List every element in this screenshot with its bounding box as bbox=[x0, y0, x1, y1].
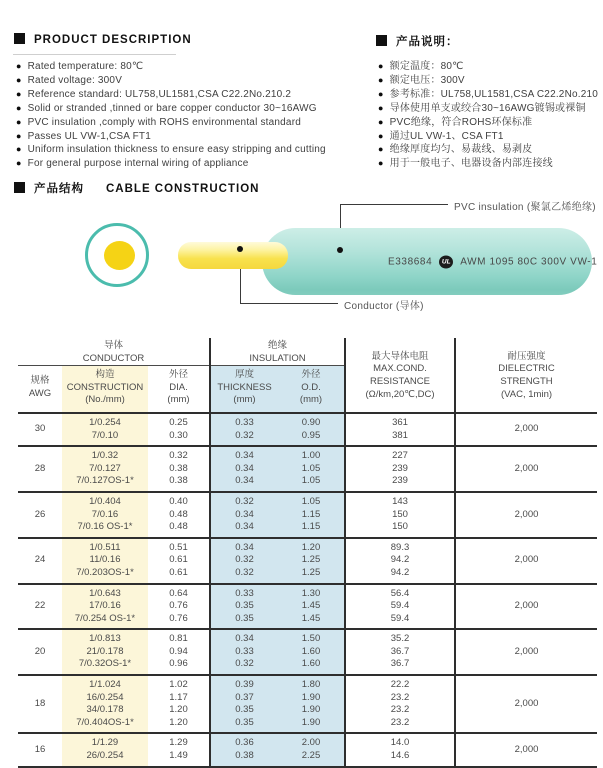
list-item: ● 用于一般电子、电器设备内部连接线 bbox=[378, 158, 553, 170]
list-item: ● 通过UL VW-1、CSA FT1 bbox=[378, 130, 504, 142]
bullet-icon: ● bbox=[16, 158, 22, 169]
bullet-icon: ● bbox=[16, 144, 22, 155]
title-underline bbox=[13, 54, 176, 55]
cell-od: 1.30 1.45 1.45 bbox=[278, 584, 345, 630]
list-item: ● Uniform insulation thickness to ensure easy stripping and cutting bbox=[16, 144, 326, 156]
cell-resistance: 227 239 239 bbox=[345, 446, 455, 492]
bullet-icon: ● bbox=[378, 102, 384, 113]
table-row bbox=[18, 446, 597, 492]
list-item: ● Passes UL VW-1,CSA FT1 bbox=[16, 130, 151, 142]
group-header-insulation: 绝缘 INSULATION bbox=[210, 338, 345, 366]
cell-construction: 1/0.643 17/0.16 7/0.254 OS-1* bbox=[62, 584, 148, 630]
cable-cross-section bbox=[85, 223, 149, 287]
cable-insulation-body bbox=[262, 228, 598, 295]
cell-resistance: 56.4 59.4 59.4 bbox=[345, 584, 455, 630]
bullet-icon: ● bbox=[16, 116, 22, 127]
cell-dia: 0.51 0.61 0.61 bbox=[169, 541, 188, 578]
cell-resistance: 89.3 94.2 94.2 bbox=[345, 538, 455, 584]
product-description-title: PRODUCT DESCRIPTION bbox=[14, 33, 192, 46]
list-item: ● Solid or stranded ,tinned or bare copper conductor 30~16AWG bbox=[16, 102, 317, 114]
cell-thickness: 0.39 0.37 0.35 0.35 bbox=[210, 675, 278, 733]
insulation-leader-dot bbox=[337, 247, 343, 253]
cell-awg: 26 bbox=[34, 508, 46, 520]
table-row bbox=[18, 584, 597, 630]
table-row bbox=[18, 675, 597, 733]
conductor-leader-dot bbox=[237, 246, 243, 252]
list-item: ● PVC insulation ,comply with ROHS environmental standard bbox=[16, 116, 301, 128]
section-square-icon bbox=[14, 33, 25, 44]
cable-construction-title: 产品结构 CABLE CONSTRUCTION bbox=[14, 180, 259, 196]
table-row bbox=[18, 492, 597, 538]
list-item: ● Rated temperature: 80℃ bbox=[16, 61, 144, 72]
cell-dielectric: 2,000 bbox=[455, 733, 597, 766]
column-header-construction: 构造 CONSTRUCTION (No./mm) bbox=[62, 366, 148, 413]
cell-resistance: 361 381 bbox=[345, 413, 455, 446]
cell-dia: 0.32 0.38 0.38 bbox=[169, 450, 188, 487]
cell-dia: 0.81 0.94 0.96 bbox=[169, 633, 188, 670]
cell-construction: 1/1.024 16/0.254 34/0.178 7/0.404OS-1* bbox=[62, 675, 148, 733]
cell-od: 1.05 1.15 1.15 bbox=[278, 492, 345, 538]
cell-dia: 1.02 1.17 1.20 1.20 bbox=[169, 679, 188, 728]
cell-resistance: 143 150 150 bbox=[345, 492, 455, 538]
spec-table bbox=[18, 338, 597, 768]
cell-dielectric: 2,000 bbox=[455, 629, 597, 675]
column-header-od: 外径 O.D. (mm) bbox=[278, 366, 345, 413]
cable-print-rating: AWM 1095 80C 300V VW-1 bbox=[460, 256, 598, 267]
spec-table-header bbox=[18, 338, 597, 413]
list-item: ● 导体使用单支或绞合30~16AWG镀锡或裸铜 bbox=[378, 102, 586, 114]
cell-dia: 0.25 0.30 bbox=[169, 416, 188, 441]
list-item: ● Rated voltage: 300V bbox=[16, 74, 123, 86]
section-square-icon bbox=[376, 35, 387, 46]
column-header-dia: 外径 DIA. (mm) bbox=[167, 369, 190, 406]
cell-od: 1.80 1.90 1.90 1.90 bbox=[278, 675, 345, 733]
table-row bbox=[18, 733, 597, 766]
cell-od: 1.50 1.60 1.60 bbox=[278, 629, 345, 675]
cell-construction: 1/0.404 7/0.16 7/0.16 OS-1* bbox=[62, 492, 148, 538]
list-item: ● 参考标准：UL758,UL1581,CSA C22.2No.210 bbox=[378, 88, 599, 100]
cell-resistance: 35.2 36.7 36.7 bbox=[345, 629, 455, 675]
cell-awg: 20 bbox=[34, 645, 46, 657]
column-header-thickness: 厚度 THICKNESS (mm) bbox=[210, 366, 278, 413]
cell-awg: 30 bbox=[34, 423, 46, 435]
cell-thickness: 0.32 0.34 0.34 bbox=[210, 492, 278, 538]
group-header-conductor: 导体 CONDUCTOR bbox=[18, 338, 210, 366]
cell-construction: 1/0.254 7/0.10 bbox=[62, 413, 148, 446]
cell-awg: 16 bbox=[34, 743, 46, 755]
column-header-awg: 规格 AWG bbox=[28, 375, 52, 400]
column-header-dielectric: 耐压强度 DIELECTRIC STRENGTH (VAC, 1min) bbox=[455, 338, 597, 413]
cell-awg: 18 bbox=[34, 697, 46, 709]
cell-dielectric: 2,000 bbox=[455, 675, 597, 733]
cell-thickness: 0.34 0.33 0.32 bbox=[210, 629, 278, 675]
cell-dia: 1.29 1.49 bbox=[169, 737, 188, 762]
conductor-label: Conductor (导体) bbox=[344, 301, 424, 312]
insulation-leader-line bbox=[340, 204, 448, 205]
bullet-icon: ● bbox=[378, 74, 384, 85]
cell-thickness: 0.36 0.38 bbox=[210, 733, 278, 766]
cell-awg: 22 bbox=[34, 600, 46, 612]
bullet-icon: ● bbox=[16, 130, 22, 141]
bullet-icon: ● bbox=[16, 88, 22, 99]
cell-od: 2.00 2.25 bbox=[278, 733, 345, 766]
table-row bbox=[18, 629, 597, 675]
bullet-icon: ● bbox=[378, 61, 384, 71]
cell-thickness: 0.33 0.32 bbox=[210, 413, 278, 446]
conductor-leader-line bbox=[240, 303, 338, 304]
product-description-cn-title: 产品说明： bbox=[376, 33, 459, 49]
cable-print-ul-number: E338684 bbox=[388, 256, 433, 267]
bullet-icon: ● bbox=[378, 158, 384, 169]
cell-dielectric: 2,000 bbox=[455, 492, 597, 538]
cell-dielectric: 2,000 bbox=[455, 538, 597, 584]
cell-resistance: 22.2 23.2 23.2 23.2 bbox=[345, 675, 455, 733]
cell-thickness: 0.34 0.34 0.34 bbox=[210, 446, 278, 492]
table-row bbox=[18, 413, 597, 446]
cell-dia: 0.64 0.76 0.76 bbox=[169, 587, 188, 624]
cell-construction: 1/0.511 11/0.16 7/0.203OS-1* bbox=[62, 538, 148, 584]
list-item: ● 绝缘厚度均匀、易裁线、易剥皮 bbox=[378, 144, 533, 156]
list-item: ● For general purpose internal wiring of appliance bbox=[16, 158, 249, 170]
cell-construction: 1/0.32 7/0.127 7/0.127OS-1* bbox=[62, 446, 148, 492]
list-item: ● Reference standard: UL758,UL1581,CSA C22.2No.210.2 bbox=[16, 88, 292, 100]
cell-dielectric: 2,000 bbox=[455, 584, 597, 630]
bullet-icon: ● bbox=[16, 74, 22, 85]
bullet-icon: ● bbox=[378, 88, 384, 99]
cell-od: 1.20 1.25 1.25 bbox=[278, 538, 345, 584]
cell-od: 0.90 0.95 bbox=[278, 413, 345, 446]
product-description-cn-list bbox=[378, 60, 603, 171]
cell-dielectric: 2,000 bbox=[455, 413, 597, 446]
cell-awg: 28 bbox=[34, 462, 46, 474]
conductor-rod bbox=[178, 242, 288, 269]
list-item: ● 额定温度：80℃ bbox=[378, 61, 464, 72]
section-square-icon bbox=[14, 182, 25, 193]
bullet-icon: ● bbox=[16, 61, 22, 71]
cell-od: 1.00 1.05 1.05 bbox=[278, 446, 345, 492]
bullet-icon: ● bbox=[378, 116, 384, 127]
cell-dia: 0.40 0.48 0.48 bbox=[169, 495, 188, 533]
cell-dielectric: 2,000 bbox=[455, 446, 597, 492]
cell-construction: 1/1.29 26/0.254 bbox=[62, 733, 148, 766]
ul-logo-icon: UL bbox=[439, 255, 453, 268]
table-row bbox=[18, 538, 597, 584]
list-item: ● 额定电压：300V bbox=[378, 74, 465, 86]
conductor-core bbox=[104, 241, 135, 270]
cell-thickness: 0.34 0.32 0.32 bbox=[210, 538, 278, 584]
column-header-resistance: 最大导体电阻 MAX.COND. RESISTANCE (Ω/km,20℃,DC) bbox=[345, 338, 455, 413]
cell-construction: 1/0.813 21/0.178 7/0.32OS-1* bbox=[62, 629, 148, 675]
cell-awg: 24 bbox=[34, 554, 46, 566]
cell-resistance: 14.0 14.6 bbox=[345, 733, 455, 766]
list-item: ● PVC绝缘，符合ROHS环保标准 bbox=[378, 116, 533, 128]
bullet-icon: ● bbox=[378, 130, 384, 141]
insulation-label: PVC insulation (聚氯乙烯绝缘) bbox=[454, 202, 596, 213]
product-description-list bbox=[16, 60, 372, 171]
bullet-icon: ● bbox=[16, 102, 22, 113]
cable-print-text bbox=[388, 255, 597, 268]
bullet-icon: ● bbox=[378, 144, 384, 155]
cell-thickness: 0.33 0.35 0.35 bbox=[210, 584, 278, 630]
